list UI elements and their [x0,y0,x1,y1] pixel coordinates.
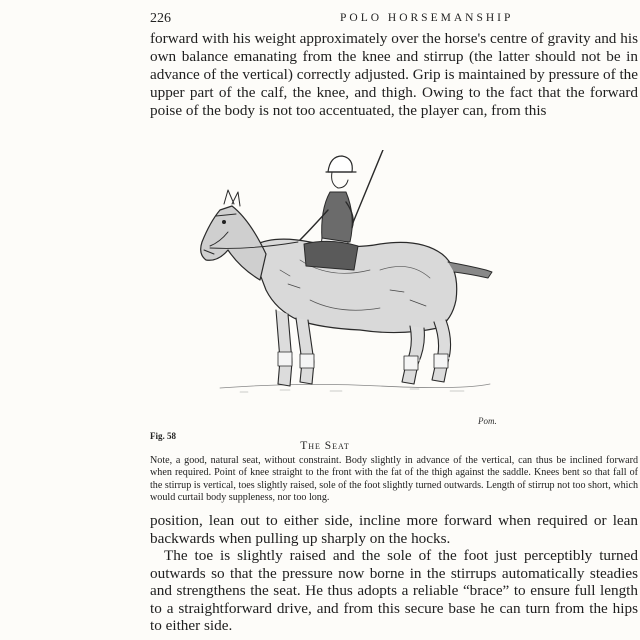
polo-horse-illustration [180,150,520,440]
horse-eye [222,220,226,224]
rider-face [332,172,348,188]
polo-mallet [352,150,385,225]
top-paragraph [150,30,638,120]
horse-foreleg-1 [276,310,292,386]
rider-helmet [328,156,352,172]
horse-hindleg-1 [402,326,424,384]
bottom-paragraph-1: position, lean out to either side, incline more forward when required or lean backwards when pulling up sharply on the hocks. [150,512,638,547]
running-head: POLO HORSEMANSHIP [340,12,514,24]
artist-signature: Pom. [478,416,497,426]
page-number: 226 [150,11,171,26]
figure-title: The Seat [300,440,350,452]
horse-hindleg-2 [432,320,451,382]
figure-label: Fig. 58 [150,431,176,441]
top-paragraph-text: forward with his weight approximately over the horse's centre of gravity and his own balance emanating from the knee and stirrup (the latter should not be in advance of the vertical) correctly adjusted. Grip is maintained by pressure of the upper part of the calf, the knee, and thigh. Owing to the fact that the forward poise of the body is not too accentuated, the player can, from this [150,30,638,119]
bottom-paragraph-2: The toe is slightly raised and the sole of the foot just perceptibly turned outwards so that the pressure now borne in the stirrups automatically steadies and strengthens the seat. He thus adopts a reliable “brace” to ensure full length to a straightforward drive, and from this secure base he can turn from the hips to either side. [150,547,638,634]
page-header [150,11,640,31]
bottom-text [150,512,638,635]
horse-neck [201,206,266,280]
figure-caption-text: Note, a good, natural seat, without constraint. Body slightly in advance of the vertical, can thus be inclined forward when required. Point of knee straight to the front with the fat of the thigh against the saddle. Knees bent so that fall of the stirrup is vertical, toes slightly raised, sole of the foot slightly turned outwards. Length of stirrup not too short, which would curtail body suppleness, nor too long. [150,455,638,504]
rider-torso [322,192,353,242]
figure-caption [150,455,638,505]
saddle [304,241,358,270]
horse-foreleg-2 [296,318,314,384]
ground-line [220,384,490,388]
horse-ears [224,190,240,206]
